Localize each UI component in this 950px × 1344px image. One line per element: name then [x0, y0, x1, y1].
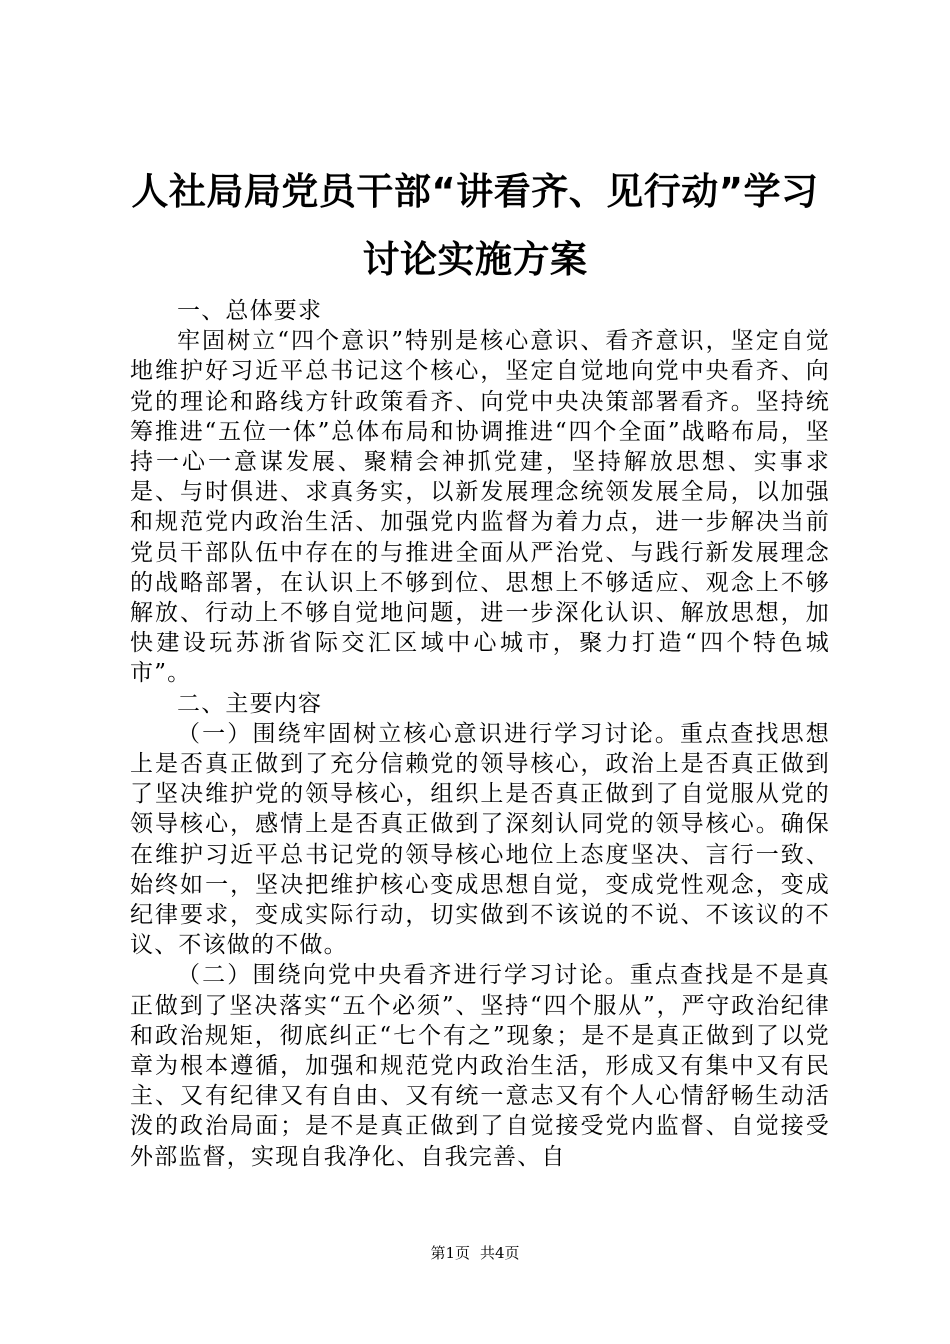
- section-heading-main-content: 二、主要内容: [177, 690, 323, 717]
- page-total: 共4页: [480, 1244, 520, 1262]
- page-number: 第1页: [430, 1244, 470, 1262]
- document-body: [130, 296, 830, 1172]
- document-title: 人社局局党员干部“讲看齐、见行动”学习讨论实施方案: [131, 170, 819, 281]
- main-content-item-2: （二）围绕向党中央看齐进行学习讨论。重点查找是不是真正做到了坚决落实“五个必须”、坚持“四个服从”，严守政治纪律和政治规矩，彻底纠正“七个有之”现象；是不是真正做到了以党章为根本遵循，加强和规范党内政治生活，形成又有集中又有民主、又有纪律又有自由、又有统一意志又有个人心情舒畅生动活泼的政治局面；是不是真正做到了自觉接受党内监督、自觉接受外部监督，实现自我净化、自我完善、自: [130, 962, 830, 1170]
- overall-requirements-paragraph: 牢固树立“四个意识”特别是核心意识、看齐意识，坚定自觉地维护好习近平总书记这个核心，坚定自觉地向党中央看齐、向党的理论和路线方针政策看齐、向党中央决策部署看齐。坚持统筹推进“五位一体”总体布局和协调推进“四个全面”战略布局，坚持一心一意谋发展、聚精会神抓党建，坚持解放思想、实事求是、与时俱进、求真务实，以新发展理念统领发展全局，以加强和规范党内政治生活、加强党内监督为着力点，进一步解决当前党员干部队伍中存在的与推进全面从严治党、与践行新发展理念的战略部署，在认识上不够到位、思想上不够适应、观念上不够解放、行动上不够自觉地问题，进一步深化认识、解放思想，加快建设玩苏浙省际交汇区域中心城市，聚力打造“四个特色城市”。: [130, 328, 830, 687]
- section-heading-overall-requirements: 一、总体要求: [177, 298, 323, 324]
- page-footer: [0, 1243, 950, 1263]
- main-content-item-1: （一）围绕牢固树立核心意识进行学习讨论。重点查找思想上是否真正做到了充分信赖党的领导核心，政治上是否真正做到了坚决维护党的领导核心，组织上是否真正做到了自觉服从党的领导核心，感情上是否真正做到了深刻认同党的领导核心。确保在维护习近平总书记党的领导核心地位上态度坚决、言行一致、始终如一，坚决把维护核心变成思想自觉，变成党性观念，变成纪律要求，变成实际行动，切实做到不该说的不说、不该议的不议、不该做的不做。: [130, 720, 830, 959]
